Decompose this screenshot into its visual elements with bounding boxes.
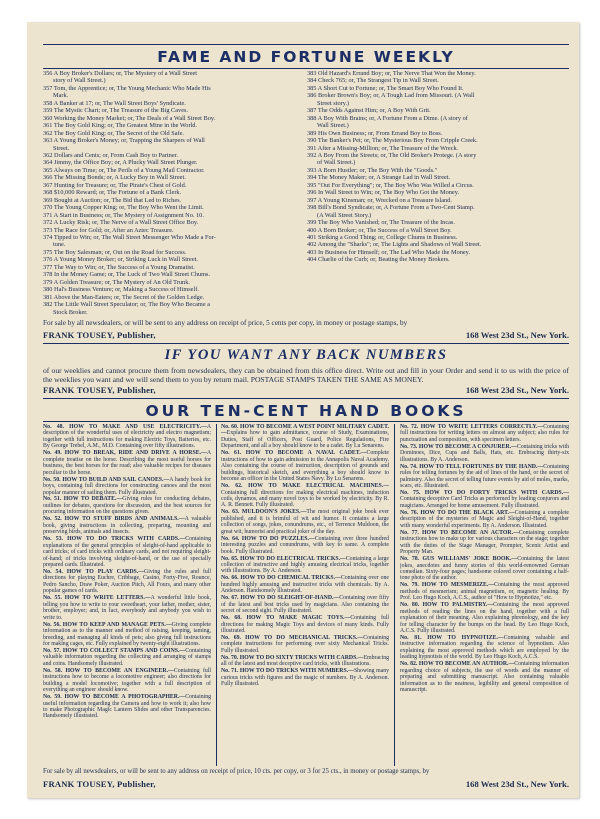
fame-title-rule (43, 68, 569, 69)
fame-right-list-item: 391 After a Missing-Million; or, The Treasure of the Wreck. (307, 144, 459, 152)
fame-right-list-item: 400 A Born Broker; or, The Success of a Wall Street Boy. (307, 226, 452, 234)
fame-left-list-item: 382 The Little Wall Street Speculator; or, The Boy Who Became a (43, 301, 210, 309)
fame-right-list-item: 404 Charlie of the Curb; or, Beating the Money Brokers. (307, 256, 450, 264)
fame-left-list-item: 369 Bought at Auction; or, The Bid that Led to Riches. (43, 196, 182, 204)
handbook-entry: No. 58. HOW TO BECOME AN ENGINEER.—Containing full instructions how to become a locomotive engineer; also directions for building a model locomotive; together with a full description of everything an engineer should know. (43, 667, 211, 694)
fame-right-list-item: 399 The Boy Who Vanished; or, The Treasure of the Incas. (307, 219, 455, 227)
handbook-entry: No. 79. HOW TO MESMERIZE.—Containing the most approved methods of mesmerism; animal magnetism, or, magnetic healing. By Prof. Leo Hugo Koch, A.C.S., author of "How to Hypnotize," etc. (400, 582, 569, 602)
fame-left-list-item: 367 Hunting for Treasure; or, The Pirate's Chest of Gold. (43, 181, 187, 189)
fame-address: 168 West 23d St., New York. (465, 330, 569, 340)
handbook-entry: No. 64. HOW TO DO PUZZLES.—Containing over three hundred interesting puzzles and conundrums, with key to same. A complete book. Fully illustrated. (221, 535, 389, 555)
handbook-entry: No. 52. HOW TO STUFF BIRDS AND ANIMALS.—A valuable book, giving instructions in collecting, preparing, mounting and preserving birds, animals and insects. (43, 516, 211, 536)
handbook-entry: No. 57. HOW TO COLLECT STAMPS AND COINS.—Containing valuable information regarding the collecting and arranging of stamps and coins. Handsomely illustrated. (43, 647, 211, 667)
handbook-entry: No. 81. HOW TO HYPNOTIZE.—Containing valuable and instructive information regarding the science of hypnotism. Also explaining the most approved methods which are employed by the leading hypnotists of the world. By Leo Hugo Koch, A.C.S. (400, 635, 569, 661)
handbook-entry: No. 67. HOW TO DO SLEIGHT-OF-HAND.—Containing over fifty of the latest and best tricks used by magicians. Also containing the secret of second sight. Fully illustrated. (221, 595, 389, 615)
column-divider-1 (216, 424, 217, 766)
fame-right-list-item: 387 The Odds Against Him; or, A Boy With Grit. (307, 107, 431, 115)
handbook-entry: No. 68. HOW TO MAKE MAGIC TOYS.—Containing full directions for making Magic Toys and devices of many kinds. Fully illustrated. (221, 615, 389, 635)
fame-left-list-item: 363 A Young Broker's Money; or, Trapping the Sharpers of Wall (43, 137, 205, 145)
handbook-entry: No. 59. HOW TO BECOME A PHOTOGRAPHER.—Containing useful information regarding the Camera and how to work it; also how to make Photographic Magic Lantern Slides and other Transparencies. Handsomely illustrated. (43, 694, 211, 720)
back-numbers-publisher: FRANK TOUSEY, Publisher, (43, 385, 156, 395)
handbook-entry: No. 71. HOW TO DO TRICKS WITH NUMBERS.—Showing many curious tricks with figures and the magic of numbers. By A. Anderson. Fully illustrated. (221, 668, 389, 688)
fame-right-list-item: 383 Old Hazard's Errand Boy; or, The Nerve That Won the Money. (307, 70, 476, 77)
fame-right-list-item: 386 Broker Brown's Boy; or, A Tough Lad from Missouri. (A Wall (307, 92, 475, 100)
fame-left-list-item: Mark. (53, 92, 69, 100)
fame-left-list-item: 373 The Race for Gold; or, After an Aztec Treasure. (43, 226, 174, 234)
fame-left-list-item: 378 In the Money Game; or, The Luck of Two Wall Street Chums. (43, 271, 211, 279)
fame-right-list-item: Wall Street.) (317, 122, 349, 130)
handbook-entry: No. 77. HOW TO BECOME AN ACTOR.—Containing complete instructions how to make up for various characters on the stage; together with the duties of the Stage Manager, Prompter, Scenic Artist and Property Man. (400, 529, 569, 556)
handbook-entry: No. 50. HOW TO BUILD AND SAIL CANOES.—A handy book for boys, containing full directions for constructing canoes and the most popular manner of sailing them. Fully illustrated. (43, 476, 211, 496)
fame-left-list-item: 379 A Golden Treasure; or, The Mystery of An Old Trunk. (43, 278, 190, 286)
handbook-entry: No. 78. GUS WILLIAMS' JOKE BOOK.—Containing the latest jokes, anecdotes and funny stories of this world-renowned German comedian. Sixty-four pages; handsome colored cover containing a half-tone photo of the author. (400, 556, 569, 582)
fame-right-list-item: 389 His Own Business; or, From Errand Boy to Boss. (307, 129, 443, 137)
handbooks-address: 168 West 23d St., New York. (465, 779, 569, 789)
fame-left-list-item: 375 The Boy Salesman; or, Out on the Road for Success. (43, 248, 187, 256)
fame-left-list-item: 374 Tipped to Win; or, The Wall Street Messenger Who Made a For- (43, 233, 216, 241)
fame-left-list-item: story of Wall Street.) (53, 77, 106, 85)
fame-left-list-item: tune. (53, 241, 66, 249)
fame-left-list-item: 377 The Way to Win; or, The Success of a Young Dramatist. (43, 263, 195, 271)
fame-left-list-item: 370 The Young Copper King; or, The Boy Who Went the Limit. (43, 204, 204, 212)
fame-left-list (43, 70, 297, 316)
handbooks-column-2 (221, 424, 389, 766)
fame-left-list-item: 380 Hal's Business Venture; or, Making a Success of Himself. (43, 286, 199, 294)
back-numbers-paragraph: of our weeklies and cannot procure them from newsdealers, they can be obtained from this office direct. Write out and fill in your Order and send it to us with the price of the weeklies you want and we will send them to you by return mail. POSTAGE STAMPS TAKEN THE SAME AS MONEY. (43, 366, 569, 385)
handbook-entry: No. 73. HOW TO BECOME A CONJURER.—Containing tricks with Dominoes, Dice, Cups and Balls, Hats, etc. Embracing thirty-six illustrations. By A. Anderson. (400, 443, 569, 463)
fame-right-list-item: 392 A Boy From the Streets; or, The Old Broker's Protege. (A story (307, 151, 477, 159)
back-numbers-title: IF YOU WANT ANY BACK NUMBERS (164, 347, 448, 363)
handbooks-title: OUR TEN-CENT HAND BOOKS (145, 402, 467, 420)
handbook-entry: No. 69. HOW TO DO MECHANICAL TRICKS.—Containing complete instructions for performing over sixty Mechanical Tricks. Fully illustrated. (221, 635, 389, 654)
fame-left-list-item: 356 A Boy Broker's Dollars; or, The Mystery of a Wall Street (43, 70, 198, 77)
fame-left-list-item: 376 A Young Money Broker; or, Striking Luck in Wall Street. (43, 256, 198, 264)
handbook-entry: No. 70. HOW TO DO SIXTY TRICKS WITH CARDS.—Embracing all of the latest and most deceptive card tricks, with illustrations. (221, 654, 389, 668)
handbooks-publisher-row (43, 779, 569, 791)
fame-right-list-item: 403 In Business for Himself; or, The Lad Who Made the Money. (307, 248, 470, 256)
fame-right-list-item: 398 Bill's Bond Syndicate; or, A Fortune From a Two-Cent Stamp. (307, 204, 475, 212)
top-rule (43, 44, 569, 45)
back-numbers-bottom-rule (43, 398, 569, 399)
back-numbers-publisher-row (43, 385, 569, 397)
fame-left-list-item: 359 The Mystic Chart; or, The Treasure of the Big Caves. (43, 107, 189, 115)
fame-left-list-item: 362 The Boy Gold King; or, The Secret of the Old Safe. (43, 129, 184, 137)
handbooks-column-1 (43, 424, 211, 766)
fame-left-list-item: 368 $10,000 Reward; or, The Fortune of a Bank Clerk. (43, 189, 182, 197)
handbook-entry: No. 48. HOW TO MAKE AND USE ELECTRICITY.—A description of the wonderful uses of electricity and electro magnetism; together with full instructions for making Electric Toys, Batteries, etc. By George Trebel, A.M., M.D. Containing over fifty illustrations. (43, 424, 211, 450)
fame-left-list-item: 365 Always on Time; or, The Perils of a Young Mail Contractor. (43, 166, 205, 174)
fame-bottom-rule (43, 343, 569, 344)
fame-left-list-item: Street. (53, 144, 70, 152)
fame-right-list-item: (A Wall Street Story.) (317, 211, 372, 219)
fame-right-list (307, 70, 569, 264)
fame-left-list-item: 364 Jimmy, the Office Boy; or, A Plucky Wall Street Plunger. (43, 159, 198, 167)
handbooks-publisher: FRANK TOUSEY, Publisher, (43, 779, 156, 789)
fame-right-list-item: 390 The Banker's Pet; or, The Mysterious Boy From Cripple Creek. (307, 137, 478, 145)
back-numbers-address: 168 West 23d St., New York. (465, 385, 569, 395)
fame-left-list-item: 360 Working the Money Market; or, The Deals of a Wall Street Boy. (43, 114, 216, 122)
handbooks-column-3 (400, 424, 569, 766)
fame-right-list-item: 384 Check 765; or, The Strangest Tip in Wall Street. (307, 77, 439, 85)
handbook-entry: No. 82. HOW TO BECOME AN AUTHOR.—Containing information regarding choice of subjects, the use of words and the manner of preparing and submitting manuscript. Also containing valuable information as to the neatness, legibility and general composition of manuscript. (400, 661, 569, 694)
fame-right-list-item: of Wall Street.) (317, 159, 356, 167)
fame-right-list-item: 395 "Out For Everything"; or, The Boy Who Was Willed a Circus. (307, 181, 474, 189)
fame-right-list-item: Street story.) (317, 99, 350, 107)
handbook-entry: No. 56. HOW TO KEEP AND MANAGE PETS.—Giving complete information as to the manner and method of raising, keeping, taming, breeding, and managing all kinds of pets; also giving full instructions for making cages, etc. Fully explained by twenty-eight illustrations. (43, 621, 211, 647)
handbook-entry: No. 51. HOW TO DEBATE.—Giving rules for conducting debates, outlines for debates, questions for discussion, and the best sources for procuring information on the questions given. (43, 496, 211, 516)
fame-publisher: FRANK TOUSEY, Publisher, (43, 330, 156, 340)
handbook-entry: No. 54. HOW TO PLAY CARDS.—Giving the rules and full directions for playing Euchre, Cribbage, Casino, Forty-Five, Rounce, Pedro Sancho, Draw Poker, Auction Pitch, All Fours, and many other popular games of cards. (43, 568, 211, 595)
fame-right-list-item: 397 A Young Kinsman; or, Wrecked on a Treasure Island. (307, 196, 452, 204)
handbooks-title-rule (43, 421, 569, 422)
handbook-entry: No. 60. HOW TO BECOME A WEST POINT MILITARY CADET.—Explains how to gain admittance, course of Study, Examinations, Duties, Staff of Officers, Post Guard, Police Regulations, Fire Department, and all a boy should know to be a cadet. By Lu Senarens. (221, 424, 389, 450)
handbooks-sale-note: For sale by all newsdealers, or will be sent to any address on receipt of price, 10 cts. per copy, or 3 for 25 cts., in money or postage stamps, by (43, 768, 430, 775)
handbook-entry: No. 80. HOW TO PALMISTRY.—Containing the most approved methods of reading the lines on the hand, together with a full explanation of their meaning. Also explaining phrenology, and the key for telling character by the bumps on the head. By Leo Hugo Koch, A.C.S. Fully illustrated. (400, 602, 569, 635)
fame-sale-note: For sale by all newsdealers, or will be sent to any address on receipt of price, 5 cents per copy, in money or postage stamps, by (43, 319, 408, 327)
fame-right-list-item: 402 Among the "Sharks"; or, The Lights and Shadows of Wall Street. (307, 241, 482, 249)
handbook-entry: No. 62. HOW TO MAKE ELECTRICAL MACHINES.—Containing full directions for making electrical machines, induction coils, dynamos, and many novel toys to be worked by electricity. By R. A. R. Bennett. Fully illustrated. (221, 483, 389, 509)
printed-sheet (43, 44, 569, 796)
fame-left-list-item: 371 A Start in Business; or, The Mystery of Assignment No. 10. (43, 211, 204, 219)
fame-right-list-item: 393 A Born Hustler; or, The Boy With the "Goods." (307, 166, 438, 174)
fame-right-list-item: 388 A Boy With Brains; or, A Fortune From a Dime. (A story of (307, 114, 468, 122)
fame-left-list-item: Stock Broker. (53, 308, 88, 316)
fame-right-list-item: 401 Striking a Good Thing; or, College Chums in Business. (307, 233, 458, 241)
fame-left-list-item: 372 A Lucky Risk; or, The Nerve of a Wall Street Office Boy. (43, 219, 199, 227)
fame-left-list-item: 358 A Banker at 17; or, The Wall Street Boys' Syndicate. (43, 99, 186, 107)
handbook-entry: No. 55. HOW TO WRITE LETTERS.—A wonderful little book, telling you how to write to your sweetheart, your father, mother, sister, brother, employer; and, in fact, everybody and anybody you wish to write to. (43, 595, 211, 621)
fame-left-list-item: 357 Tom, the Apprentice; or, The Young Mechanic Who Made His (43, 84, 211, 92)
fame-title: FAME AND FORTUNE WEEKLY (157, 48, 455, 66)
handbook-entry: No. 72. HOW TO WRITE LETTERS CORRECTLY.—Containing full instructions for writing letters on almost any subject; also rules for punctuation and composition, with specimen letters. (400, 424, 569, 443)
fame-right-list-item: 394 The Money Maker; or, A Strange Lad in Wall Street. (307, 174, 451, 182)
handbook-entry: No. 75. HOW TO DO FORTY TRICKS WITH CARDS.—Containing deceptive Card Tricks as performed by leading conjurors and magicians. Arranged for home amusement. Fully illustrated. (400, 490, 569, 509)
fame-publisher-row (43, 330, 569, 342)
handbook-entry: No. 61. HOW TO BECOME A NAVAL CADET.—Complete instructions of how to gain admission to the Annapolis Naval Academy. Also containing the course of instruction, description of grounds and buildings, historical sketch, and everything a boy should know to become an officer in the United States Navy. By Lu Senarens. (221, 450, 389, 483)
fame-left-list-item: 381 Above the Man-Eaters; or, The Secret of the Golden Ledge. (43, 293, 205, 301)
handbook-entry: No. 49. HOW TO BREAK, RIDE AND DRIVE A HORSE.—A complete treatise on the horse. Describing the most useful horses for business, the best horses for the road; also valuable recipes for diseases peculiar to the horse. (43, 450, 211, 476)
fame-left-list-item: 361 The Boy Gold King; or, The Greatest Mine in the World. (43, 122, 198, 130)
fame-right-list-item: 385 A Short Cut to Fortune; or, The Smart Boy Who Found It. (307, 84, 464, 92)
column-divider-2 (394, 424, 395, 766)
handbook-entry: No. 63. MULDOON'S JOKES.—The most original joke book ever published, and it is brimful of wit and humor. It contains a large collection of songs, jokes, conundrums, etc., of Terrence Muldoon, the great wit, humorist and practical joker of the day. (221, 509, 389, 535)
handbook-entry: No. 53. HOW TO DO TRICKS WITH CARDS.—Containing explanations of the general principles of sleight-of-hand applicable to card tricks; of card tricks with ordinary cards, and not requiring sleight-of-hand; of tricks involving sleight-of-hand, or the use of specially prepared cards. Illustrated. (43, 536, 211, 569)
fame-right-list-item: 396 In Wall Street to Win; or, The Boy Who Got the Money. (307, 189, 460, 197)
handbook-entry: No. 74. HOW TO TELL FORTUNES BY THE HAND.—Containing rules for telling fortunes by the aid of lines of the hand, or the secret of palmistry. Also the secret of telling future events by aid of moles, marks, scars, etc. Illustrated. (400, 463, 569, 490)
handbook-entry: No. 76. HOW TO DO THE BLACK ART.—Containing a complete description of the mysteries of Magic and Sleight-of-Hand, together with many wonderful experiments. By A. Anderson. Illustrated. (400, 509, 569, 529)
handbook-entry: No. 65. HOW TO DO ELECTRICAL TRICKS.—Containing a large collection of instructive and highly amusing electrical tricks, together with illustrations. By A. Anderson. (221, 555, 389, 575)
handbook-entry: No. 66. HOW TO DO CHEMICAL TRICKS.—Containing over one hundred highly amusing and instructive tricks with chemicals. By A. Anderson. Handsomely illustrated. (221, 575, 389, 595)
fame-left-list-item: 362 Dollars and Cents; or, From Cash Boy to Partner. (43, 151, 178, 159)
fame-left-list-item: 366 The Missing Bonds; or, A Lucky Boy in Wall Street. (43, 174, 186, 182)
